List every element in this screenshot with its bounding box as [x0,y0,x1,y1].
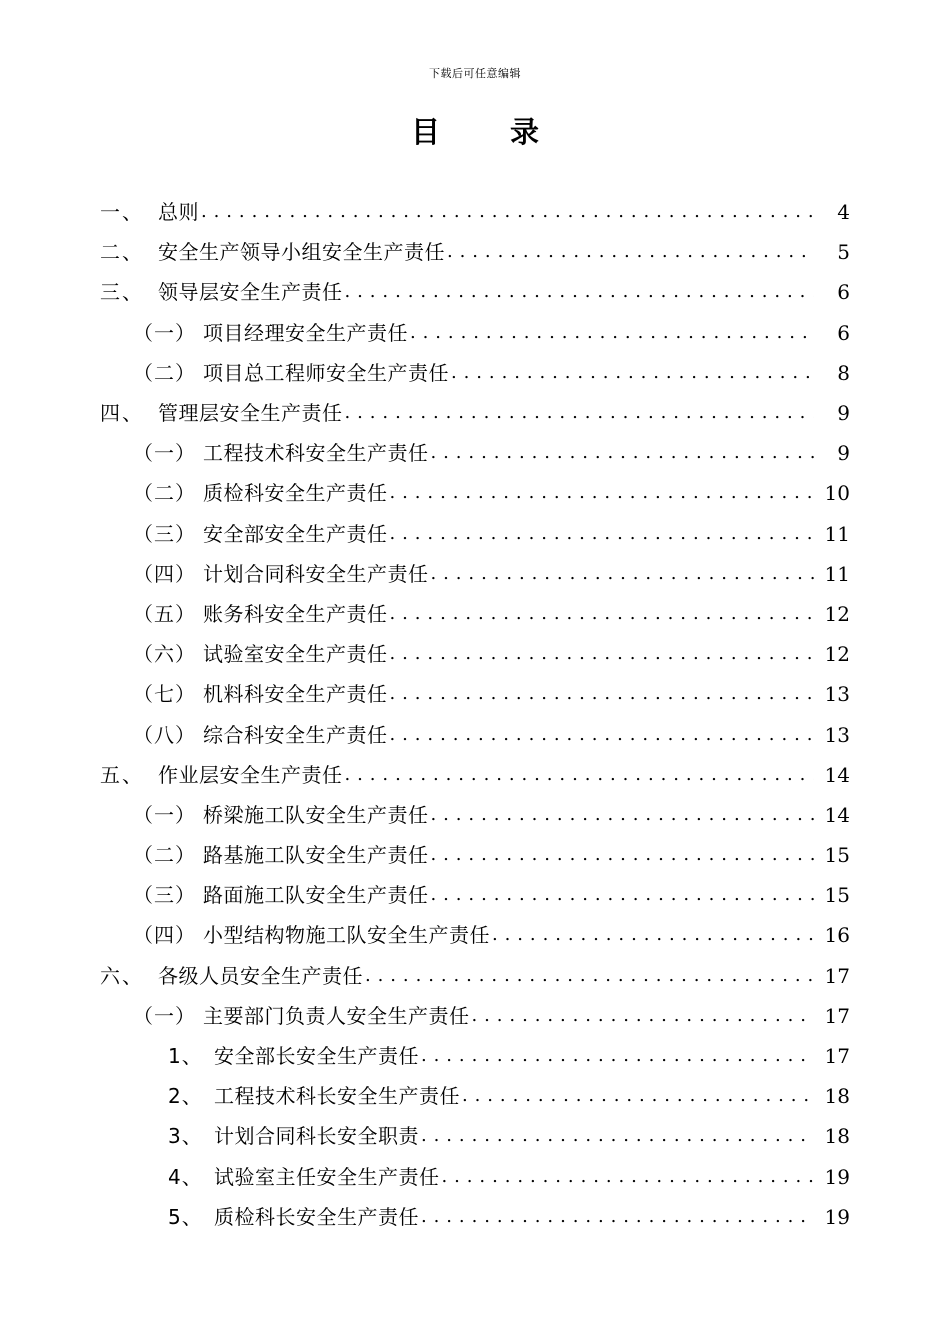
toc-entry-page-number: 16 [824,923,850,948]
toc-entry-number: （一） [133,1003,196,1028]
toc-entry-page-number: 19 [824,1204,850,1229]
toc-entry[interactable] [0,594,950,634]
toc-entry-title: 机料科安全生产责任 [203,682,388,707]
toc-entry-number: （二） [133,481,196,506]
toc-entry[interactable] [0,353,950,393]
toc-entry-number: （三） [133,521,196,546]
toc-entry[interactable] [0,272,950,312]
toc-entry[interactable] [0,835,950,875]
toc-entry-title: 各级人员安全生产责任 [158,963,363,988]
dot-leader [431,795,815,835]
toc-entry-title: 路基施工队安全生产责任 [203,843,429,868]
toc-entry-title: 安全部长安全生产责任 [214,1044,419,1069]
toc-entry-title: 计划合同科安全生产责任 [203,561,429,586]
dot-leader [421,1197,814,1237]
toc-entry-title: 桥梁施工队安全生产责任 [203,802,429,827]
dot-leader [451,353,814,393]
toc-entry[interactable] [0,433,950,473]
toc-entry-title: 试验室安全生产责任 [203,642,388,667]
toc-entry[interactable] [0,1157,950,1197]
toc-entry[interactable] [0,875,950,915]
toc-entry-page-number: 15 [824,843,850,868]
toc-entry-number: （六） [133,642,196,667]
toc-entry-page-number: 9 [837,441,850,466]
toc-entry-title: 项目总工程师安全生产责任 [203,360,449,385]
dot-leader [390,634,815,674]
toc-entry-number: 二、 [100,240,144,265]
toc-entry-number: （四） [133,561,196,586]
toc-entry-page-number: 12 [824,601,850,626]
dot-leader [390,473,815,513]
toc-entry-title: 工程技术科安全生产责任 [203,441,429,466]
toc-entry[interactable] [0,514,950,554]
toc-entry-page-number: 17 [824,1044,850,1069]
toc-entry-title: 路面施工队安全生产责任 [203,883,429,908]
table-of-contents [0,192,950,1237]
toc-entry-number: （二） [133,360,196,385]
toc-entry-page-number: 18 [824,1124,850,1149]
toc-entry-title: 质检科长安全生产责任 [214,1204,419,1229]
toc-entry-number: （八） [133,722,196,747]
toc-entry-page-number: 14 [824,802,850,827]
dot-leader [345,393,815,433]
toc-entry[interactable] [0,313,950,353]
toc-entry-title: 综合科安全生产责任 [203,722,388,747]
toc-entry-number: （四） [133,923,196,948]
toc-entry-page-number: 4 [837,200,850,225]
toc-entry[interactable] [0,714,950,754]
toc-entry[interactable] [0,634,950,674]
dot-leader [492,915,814,955]
toc-entry[interactable] [0,232,950,272]
toc-entry-number: （一） [133,441,196,466]
toc-entry[interactable] [0,554,950,594]
toc-entry-page-number: 17 [824,1003,850,1028]
toc-entry-number: 六、 [100,963,144,988]
dot-leader [421,1116,814,1156]
dot-leader [431,835,815,875]
dot-leader [472,996,815,1036]
toc-entry-title: 管理层安全生产责任 [158,401,343,426]
toc-entry[interactable] [0,192,950,232]
header-note: 下载后可任意编辑 [429,67,521,80]
page-title: 目 录 [410,115,570,149]
toc-entry-number: （二） [133,843,196,868]
toc-entry-page-number: 6 [837,280,850,305]
toc-entry-title: 计划合同科长安全职责 [214,1124,419,1149]
toc-entry-number: 四、 [100,401,144,426]
toc-entry[interactable] [0,996,950,1036]
toc-entry-title: 安全部安全生产责任 [203,521,388,546]
toc-entry[interactable] [0,674,950,714]
toc-entry-number: （三） [133,883,196,908]
dot-leader [410,313,814,353]
dot-leader [442,1157,815,1197]
toc-entry-number: （一） [133,320,196,345]
toc-entry-page-number: 13 [824,682,850,707]
toc-entry-title: 作业层安全生产责任 [158,762,343,787]
toc-entry-number: 3、 [168,1124,203,1149]
dot-leader [390,594,815,634]
toc-entry-page-number: 5 [837,240,850,265]
toc-entry[interactable] [0,1116,950,1156]
dot-leader [365,956,814,996]
toc-entry[interactable] [0,1076,950,1116]
toc-entry-number: （七） [133,682,196,707]
toc-entry[interactable] [0,755,950,795]
toc-entry-title: 试验室主任安全生产责任 [214,1164,440,1189]
toc-entry-number: 1、 [168,1044,203,1069]
dot-leader [390,715,815,755]
toc-entry-number: 5、 [168,1204,203,1229]
toc-entry[interactable] [0,956,950,996]
toc-entry-title: 项目经理安全生产责任 [203,320,408,345]
toc-entry-page-number: 18 [824,1084,850,1109]
dot-leader [431,875,815,915]
toc-entry-number: 三、 [100,280,144,305]
dot-leader [345,272,815,312]
toc-entry-title: 领导层安全生产责任 [158,280,343,305]
dot-leader [462,1076,814,1116]
dot-leader [390,674,815,714]
dot-leader [345,755,815,795]
toc-entry-title: 工程技术科长安全生产责任 [214,1084,460,1109]
toc-entry-number: 一、 [100,200,144,225]
toc-entry-title: 总则 [158,200,199,225]
dot-leader [201,192,814,232]
toc-entry-number: （一） [133,802,196,827]
toc-entry-page-number: 14 [824,762,850,787]
dot-leader [431,554,815,594]
toc-entry[interactable] [0,795,950,835]
toc-entry-page-number: 11 [824,521,850,546]
toc-entry-page-number: 17 [824,963,850,988]
toc-entry-title: 小型结构物施工队安全生产责任 [203,923,490,948]
toc-entry[interactable] [0,393,950,433]
toc-entry-title: 安全生产领导小组安全生产责任 [158,240,445,265]
dot-leader [447,232,814,272]
dot-leader [431,433,815,473]
toc-entry-page-number: 9 [837,401,850,426]
toc-entry[interactable] [0,1197,950,1237]
toc-entry-number: 五、 [100,762,144,787]
toc-entry-number: 2、 [168,1084,203,1109]
toc-entry-page-number: 6 [837,320,850,345]
toc-entry-page-number: 11 [824,561,850,586]
toc-entry-number: （五） [133,601,196,626]
toc-entry[interactable] [0,915,950,955]
toc-entry-page-number: 15 [824,883,850,908]
toc-entry-page-number: 13 [824,722,850,747]
toc-entry-number: 4、 [168,1164,203,1189]
toc-entry-page-number: 10 [824,481,850,506]
toc-entry[interactable] [0,1036,950,1076]
dot-leader [421,1036,814,1076]
toc-entry-title: 主要部门负责人安全生产责任 [203,1003,470,1028]
toc-entry-title: 账务科安全生产责任 [203,601,388,626]
toc-entry-page-number: 12 [824,642,850,667]
toc-entry-page-number: 8 [837,360,850,385]
toc-entry-page-number: 19 [824,1164,850,1189]
toc-entry-title: 质检科安全生产责任 [203,481,388,506]
toc-entry[interactable] [0,473,950,513]
dot-leader [390,514,815,554]
